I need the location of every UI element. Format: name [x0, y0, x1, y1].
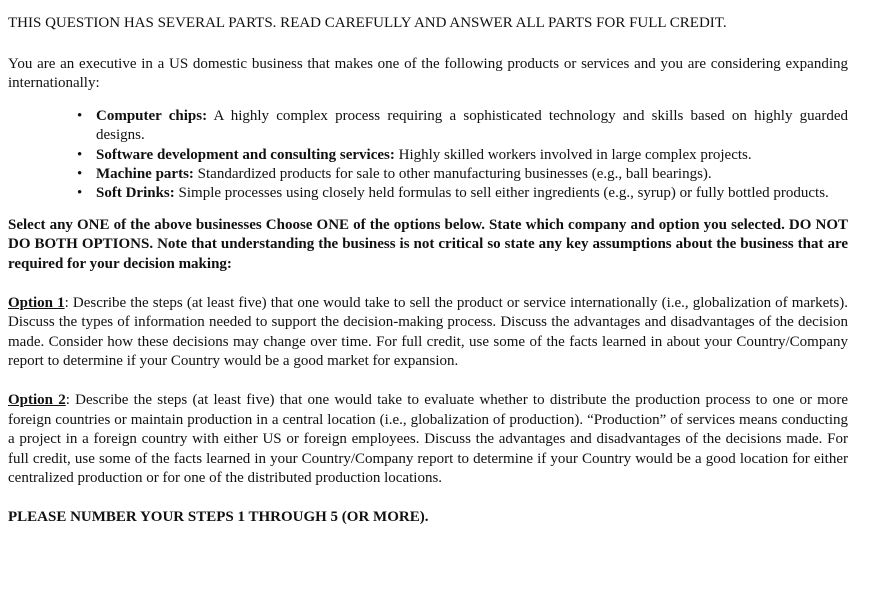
- question-title: THIS QUESTION HAS SEVERAL PARTS. READ CAREFULLY AND ANSWER ALL PARTS FOR FULL CREDIT.: [8, 15, 727, 31]
- bullet-icon: •: [77, 185, 83, 202]
- business-description: Highly skilled workers involved in large complex projects.: [394, 146, 752, 163]
- business-term: Soft Drinks:: [96, 185, 175, 202]
- option-2-text: : Describe the steps (at least five) that one would take to evaluate whether to distribute the production process to one or more foreign countries or maintain production in a central location (i.e., globalization of production). “Production” of services means conducting a project in a foreign country with either US or foreign employees. Discuss the advantages and disadvantages of the decisions made. For full credit, use some of the facts learned in your Country/Company report to determine if your Country would be a good location for either centralized production or for one of the distributed production locations.: [8, 391, 849, 487]
- bullet-icon: •: [77, 107, 83, 124]
- list-item-computer-chips: [77, 107, 848, 146]
- option-1-label: Option 1: [8, 294, 65, 311]
- business-term: Machine parts:: [96, 166, 194, 182]
- instructions-paragraph: Select any ONE of the above businesses Choose ONE of the options below. State which company and option you selected. DO NOT DO BOTH OPTIONS. Note that understanding the business is not critical so state any key assumptions about the business that are required for your decision making:: [8, 216, 848, 272]
- option-2-label: Option 2: [8, 391, 66, 408]
- option-2-paragraph: [8, 391, 848, 489]
- option-1-paragraph: [8, 294, 848, 372]
- business-list: [8, 107, 848, 204]
- list-item-soft-drinks: [77, 184, 848, 203]
- business-term: Software development and consulting services:: [96, 146, 395, 163]
- option-1-text: : Describe the steps (at least five) that one would take to sell the product or service internationally (i.e., globalization of markets). Discuss the types of information needed to support the decision-making process. Discuss the advantages and disadvantages of the decision made. Consider how these decisions may change over time. For full credit, use some of the facts learned in about your Country/Company report to determine if your Country would be a good market for expansion.: [8, 294, 849, 370]
- bullet-icon: •: [77, 146, 83, 163]
- business-description: Simple processes using closely held formulas to sell either ingredients (e.g., syrup) or fully bottled products.: [174, 185, 829, 202]
- business-description: A highly complex process requiring a sophisticated technology and skills based on highly guarded designs.: [96, 107, 848, 144]
- list-item-software-development: [77, 146, 848, 165]
- document: [8, 14, 848, 528]
- bullet-icon: •: [77, 166, 83, 182]
- final-note: PLEASE NUMBER YOUR STEPS 1 THROUGH 5 (OR MORE).: [8, 508, 429, 525]
- list-item-machine-parts: [77, 165, 848, 184]
- business-term: Computer chips:: [96, 107, 208, 124]
- business-description: Standardized products for sale to other manufacturing businesses (e.g., ball bearings).: [193, 166, 712, 182]
- intro-paragraph: You are an executive in a US domestic business that makes one of the following products or services and you are considering expanding internationally:: [8, 55, 848, 92]
